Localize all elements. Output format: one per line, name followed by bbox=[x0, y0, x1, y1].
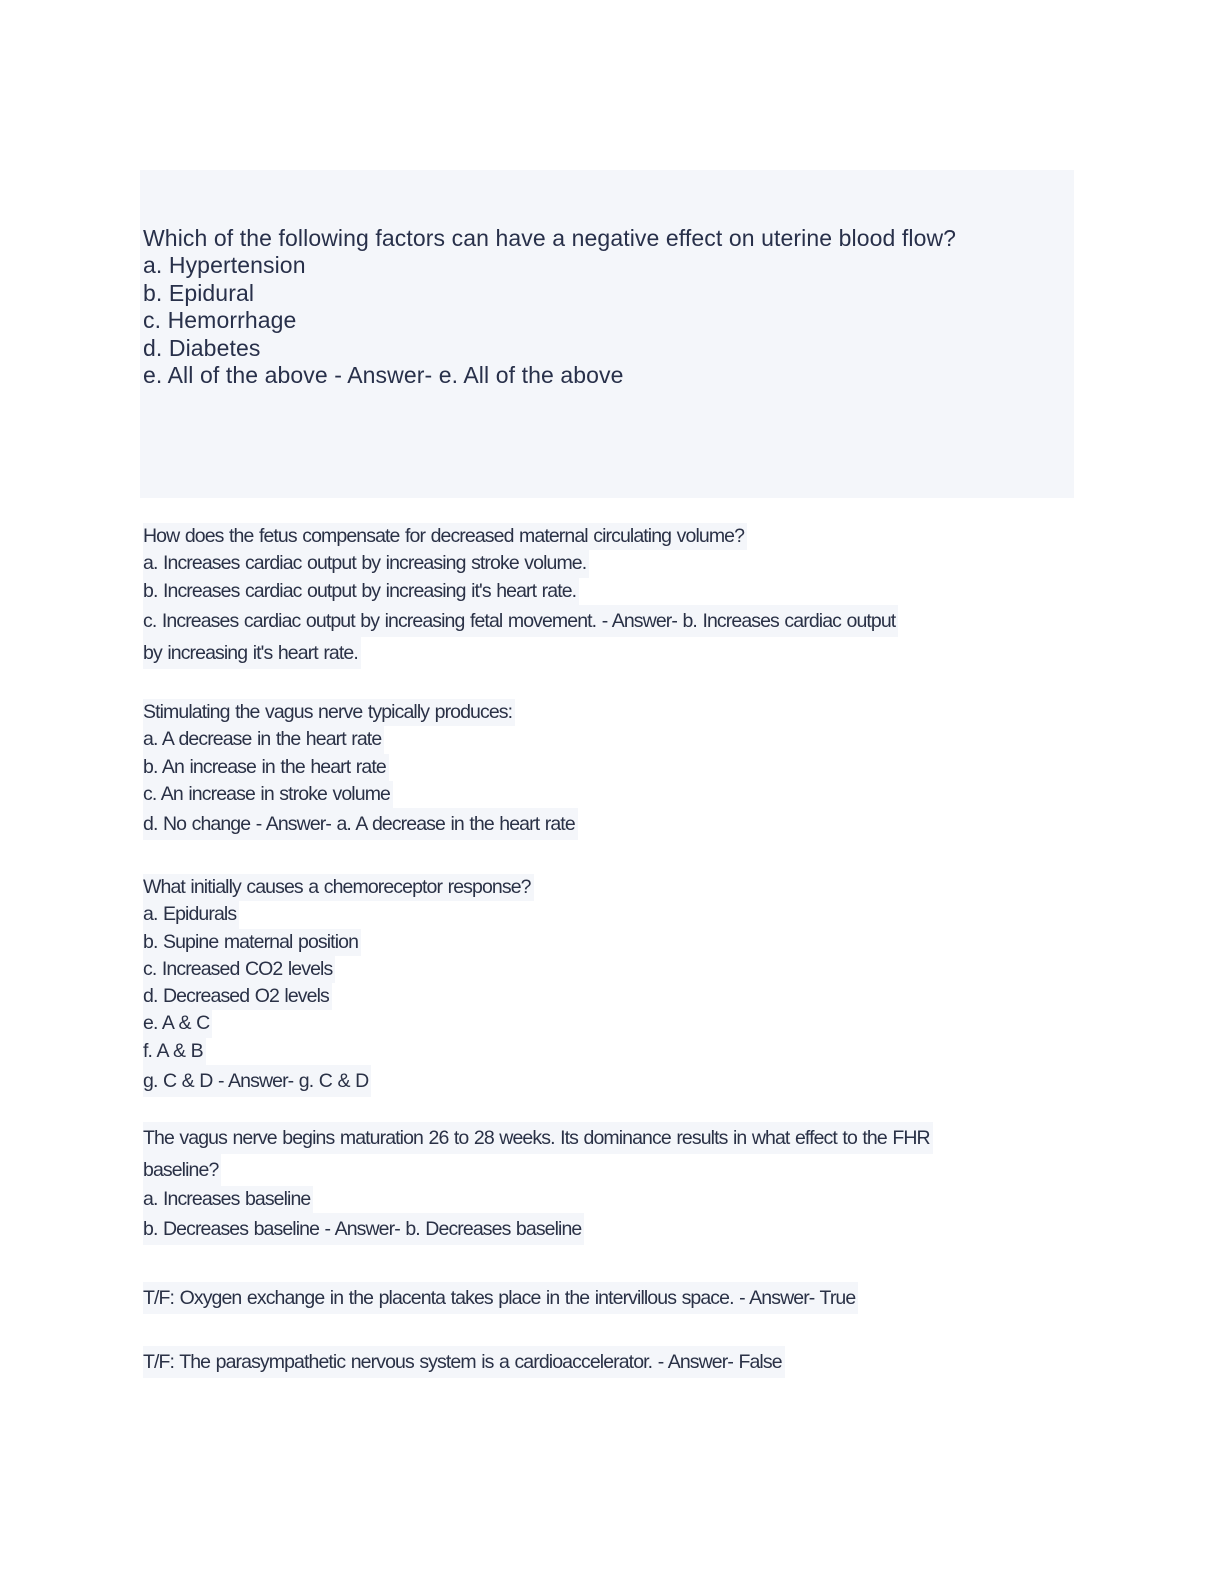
question-block-2 bbox=[143, 523, 898, 669]
question-3-option-c: c. An increase in stroke volume bbox=[143, 781, 578, 808]
question-1-text bbox=[143, 225, 956, 389]
question-block-5 bbox=[143, 1122, 933, 1245]
question-block-3 bbox=[143, 699, 578, 840]
question-block-1 bbox=[140, 170, 1074, 498]
question-1-option-e-answer: e. All of the above - Answer- e. All of the above bbox=[143, 362, 624, 389]
question-2-stem: How does the fetus compensate for decreased maternal circulating volume? bbox=[143, 523, 898, 550]
question-block-7 bbox=[143, 1346, 785, 1378]
question-5-stem: The vagus nerve begins maturation 26 to 28 weeks. Its dominance results in what effect to the FHR bbox=[143, 1122, 933, 1154]
question-5-option-a: a. Increases baseline bbox=[143, 1186, 933, 1213]
question-3-option-d-answer: d. No change - Answer- a. A decrease in the heart rate bbox=[143, 808, 578, 840]
question-1-option-a: a. Hypertension bbox=[143, 252, 306, 279]
question-3-option-b: b. An increase in the heart rate bbox=[143, 754, 578, 781]
question-2-option-b: b. Increases cardiac output by increasing it's heart rate. bbox=[143, 578, 898, 605]
question-2-answer-continued: by increasing it's heart rate. bbox=[143, 637, 898, 669]
question-1-option-d: d. Diabetes bbox=[143, 334, 261, 361]
question-1-option-c: c. Hemorrhage bbox=[143, 307, 297, 334]
question-2-option-a: a. Increases cardiac output by increasing stroke volume. bbox=[143, 550, 898, 577]
question-5-stem-continued: baseline? bbox=[143, 1154, 933, 1186]
question-4-stem: What initially causes a chemoreceptor response? bbox=[143, 874, 534, 901]
question-5-option-b-answer: b. Decreases baseline - Answer- b. Decreases baseline bbox=[143, 1213, 933, 1245]
question-4-option-f: f. A & B bbox=[143, 1038, 534, 1065]
question-7-true-false: T/F: The parasympathetic nervous system is a cardioaccelerator. - Answer- False bbox=[143, 1346, 785, 1378]
question-4-option-b: b. Supine maternal position bbox=[143, 929, 534, 956]
question-4-option-c: c. Increased CO2 levels bbox=[143, 956, 534, 983]
question-1-option-b: b. Epidural bbox=[143, 279, 255, 306]
question-4-option-a: a. Epidurals bbox=[143, 901, 534, 928]
question-4-option-g-answer: g. C & D - Answer- g. C & D bbox=[143, 1065, 534, 1097]
question-4-option-d: d. Decreased O2 levels bbox=[143, 983, 534, 1010]
question-block-6 bbox=[143, 1282, 858, 1314]
question-1-stem: Which of the following factors can have a negative effect on uterine blood flow? bbox=[143, 225, 957, 251]
question-3-stem: Stimulating the vagus nerve typically produces: bbox=[143, 699, 578, 726]
question-block-4 bbox=[143, 874, 534, 1097]
question-4-option-e: e. A & C bbox=[143, 1010, 534, 1037]
question-3-option-a: a. A decrease in the heart rate bbox=[143, 726, 578, 753]
question-6-true-false: T/F: Oxygen exchange in the placenta takes place in the intervillous space. - Answer- True bbox=[143, 1282, 858, 1314]
question-2-option-c-answer: c. Increases cardiac output by increasing fetal movement. - Answer- b. Increases cardiac output bbox=[143, 605, 898, 637]
